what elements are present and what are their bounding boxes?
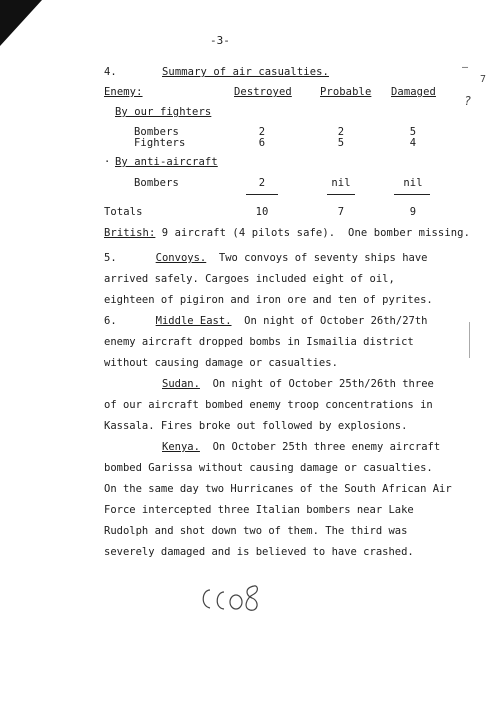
kenya-line: bombed Garissa without causing damage or casualties.	[104, 462, 433, 474]
section-4-title: Summary of air casualties.	[162, 66, 329, 78]
row-destroyed: 2	[258, 126, 266, 138]
section-5-line	[104, 248, 433, 269]
row-damaged: nil	[403, 177, 423, 189]
aa-heading: By anti-aircraft	[115, 156, 218, 168]
totals-destroyed: 10	[255, 206, 269, 218]
sudan-text: On night of October 25th/26th three	[199, 378, 434, 390]
margin-mark: —	[462, 62, 469, 73]
header-damaged: Damaged	[391, 86, 436, 98]
sudan-paragraph	[104, 374, 434, 437]
row-destroyed: 6	[258, 137, 266, 149]
kenya-paragraph	[104, 437, 452, 563]
row-damaged: 4	[409, 137, 417, 149]
british-line	[104, 227, 470, 239]
row-label: Bombers	[134, 126, 179, 138]
row-damaged: 5	[409, 126, 417, 138]
row-label: Bombers	[134, 177, 179, 189]
section-6-title: Middle East.	[155, 315, 232, 327]
totals-probable: 7	[337, 206, 345, 218]
kenya-line: severely damaged and is believed to have crashed.	[104, 546, 414, 558]
section-6-line	[104, 311, 427, 332]
kenya-line: On the same day two Hurricanes of the South African Air	[104, 483, 452, 495]
header-probable: Probable	[320, 86, 372, 98]
section-5-line: arrived safely. Cargoes included eight of oil,	[104, 273, 395, 285]
kenya-text: On October 25th three enemy aircraft	[199, 441, 441, 453]
row-probable: 5	[337, 137, 345, 149]
kenya-line: Rudolph and shot down two of them. The third was	[104, 525, 408, 537]
kenya-title: Kenya.	[162, 441, 200, 453]
section-5-text: Two convoys of seventy ships have	[206, 252, 428, 264]
british-text: 9 aircraft (4 pilots safe). One bomber missing.	[155, 227, 471, 239]
margin-mark-1: 7	[480, 74, 487, 85]
sudan-title: Sudan.	[162, 378, 200, 390]
section-6-line: without causing damage or casualties.	[104, 357, 338, 369]
fighters-heading: By our fighters	[115, 106, 212, 118]
row-probable: 2	[337, 126, 345, 138]
header-enemy: Enemy:	[104, 86, 143, 98]
section-5-title: Convoys.	[155, 252, 207, 264]
margin-mark-2: ?	[464, 94, 472, 108]
handwritten-signature	[196, 580, 266, 616]
header-destroyed: Destroyed	[234, 86, 292, 98]
british-label: British:	[104, 227, 156, 239]
row-label: Fighters	[134, 137, 186, 149]
sudan-line: of our aircraft bombed enemy troop concentrations in	[104, 399, 433, 411]
section-6-text: On night of October 26th/27th	[231, 315, 428, 327]
kenya-line: Force intercepted three Italian bombers near Lake	[104, 504, 414, 516]
section-4-number: 4.	[104, 66, 117, 78]
row-probable: nil	[331, 177, 351, 189]
totals-rule	[394, 194, 430, 195]
totals-damaged: 9	[409, 206, 417, 218]
section-6-number: 6.	[104, 315, 117, 327]
kenya-line	[104, 437, 452, 458]
sudan-line: Kassala. Fires broke out followed by explosions.	[104, 420, 408, 432]
section-5	[104, 248, 433, 311]
totals-rule	[327, 194, 355, 195]
bullet-mark: ·	[104, 156, 111, 168]
totals-label: Totals	[104, 206, 143, 218]
section-5-number: 5.	[104, 252, 117, 264]
margin-line	[469, 322, 470, 358]
totals-rule	[246, 194, 278, 195]
page-number: -3-	[210, 34, 230, 47]
sudan-line	[104, 374, 434, 395]
section-6-line: enemy aircraft dropped bombs in Ismailia district	[104, 336, 414, 348]
corner-mark	[0, 0, 42, 46]
section-6	[104, 311, 427, 374]
row-destroyed: 2	[258, 177, 266, 189]
section-5-line: eighteen of pigiron and iron ore and ten of pyrites.	[104, 294, 433, 306]
